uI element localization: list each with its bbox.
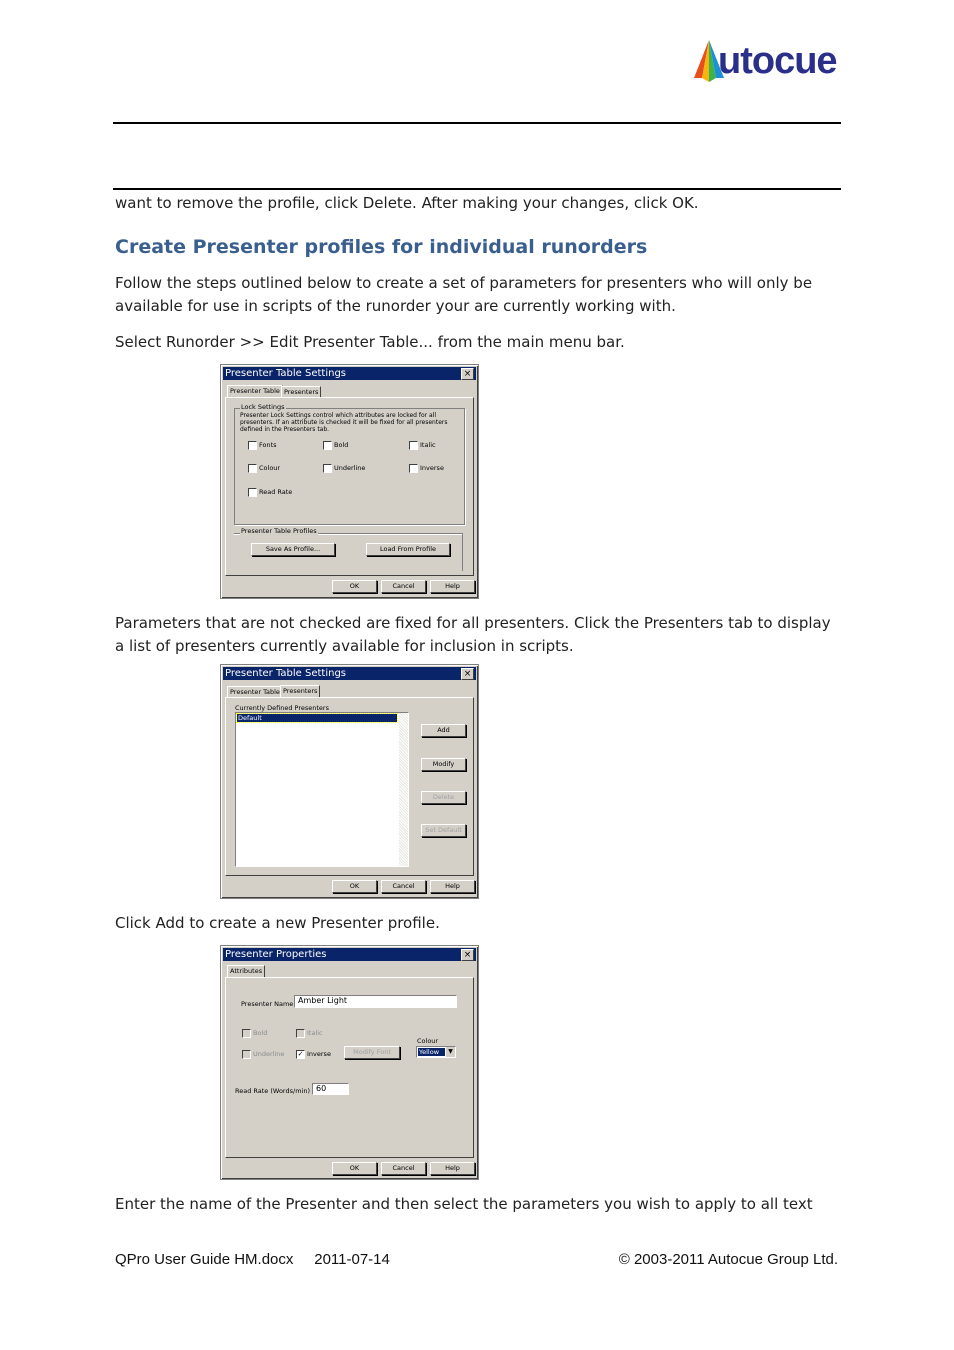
checkbox-label: Bold bbox=[253, 1029, 268, 1037]
scrollbar[interactable] bbox=[399, 713, 408, 866]
close-icon[interactable]: × bbox=[461, 668, 474, 680]
dialog-title: Presenter Table Settings bbox=[225, 368, 347, 379]
autocue-logo bbox=[694, 38, 874, 84]
group-label: Lock Settings bbox=[241, 403, 285, 411]
ok-button[interactable]: OK bbox=[332, 880, 377, 893]
tab-panel bbox=[225, 397, 474, 576]
presenters-list[interactable] bbox=[235, 712, 409, 867]
dialog-titlebar bbox=[223, 667, 476, 680]
checkbox-label: Underline bbox=[334, 464, 366, 472]
italic-checkbox[interactable] bbox=[296, 1029, 305, 1038]
help-button[interactable]: Help bbox=[430, 880, 475, 893]
presenter-table-settings-dialog bbox=[220, 664, 479, 899]
paragraph: Parameters that are not checked are fixed for all presenters. Click the Presenters tab to display a list of presenters currently available for inclusion in scripts. bbox=[115, 614, 831, 655]
set-default-button[interactable]: Set Default bbox=[421, 824, 466, 837]
chevron-down-icon[interactable]: ▼ bbox=[446, 1047, 455, 1057]
paragraph: Select Runorder >> Edit Presenter Table... from the main menu bar. bbox=[115, 333, 625, 351]
read-rate-checkbox[interactable] bbox=[248, 488, 257, 497]
tab-presenters[interactable]: Presenters bbox=[280, 685, 320, 698]
presenter-properties-dialog bbox=[220, 945, 479, 1180]
inverse-checkbox[interactable] bbox=[409, 464, 418, 473]
ok-button[interactable]: OK bbox=[332, 580, 377, 593]
tab-panel bbox=[225, 977, 474, 1158]
cancel-button[interactable]: Cancel bbox=[381, 580, 426, 593]
cancel-button[interactable]: Cancel bbox=[381, 1162, 426, 1175]
dialog-title: Presenter Table Settings bbox=[225, 668, 347, 679]
bold-checkbox[interactable] bbox=[323, 441, 332, 450]
divider bbox=[462, 533, 463, 571]
paragraph: want to remove the profile, click Delete. After making your changes, click OK. bbox=[115, 194, 699, 212]
tab-panel bbox=[225, 697, 474, 876]
colour-label: Colour bbox=[417, 1037, 439, 1045]
header-rule-2 bbox=[113, 188, 841, 190]
footer-right: © 2003-2011 Autocue Group Ltd. bbox=[618, 1251, 838, 1268]
paragraph: Click Add to create a new Presenter profile. bbox=[115, 914, 440, 932]
list-label: Currently Defined Presenters bbox=[235, 704, 329, 712]
dialog-titlebar bbox=[223, 367, 476, 380]
colour-value: Yellow bbox=[418, 1048, 445, 1056]
cancel-button[interactable]: Cancel bbox=[381, 880, 426, 893]
colour-checkbox[interactable] bbox=[248, 464, 257, 473]
checkbox-label: Italic bbox=[420, 441, 436, 449]
close-icon[interactable]: × bbox=[461, 949, 474, 961]
tab-attributes[interactable]: Attributes bbox=[227, 965, 265, 978]
underline-checkbox[interactable] bbox=[323, 464, 332, 473]
paragraph: Follow the steps outlined below to create a set of parameters for presenters who will only be available for use in scripts of the runorder your are currently working with. bbox=[115, 274, 813, 315]
dialog-titlebar bbox=[223, 948, 476, 961]
underline-checkbox[interactable] bbox=[242, 1050, 251, 1059]
header-rule bbox=[113, 122, 841, 124]
modify-button[interactable]: Modify bbox=[421, 758, 466, 771]
profiles-label: Presenter Table Profiles bbox=[241, 527, 317, 535]
checkbox-label: Read Rate bbox=[259, 488, 293, 496]
ok-button[interactable]: OK bbox=[332, 1162, 377, 1175]
tab-presenter-table[interactable]: Presenter Table bbox=[227, 686, 283, 698]
italic-checkbox[interactable] bbox=[409, 441, 418, 450]
inverse-checkbox[interactable]: ✓ bbox=[297, 1050, 304, 1058]
close-icon[interactable]: × bbox=[461, 368, 474, 380]
section-heading: Create Presenter profiles for individual runorders bbox=[115, 236, 648, 258]
logo-text: utocue bbox=[718, 40, 837, 82]
lock-description: Presenter Lock Settings control which attributes are locked for all presenters. If an attribute is checked it will be fixed for all presenters defined in the Presenters tab. bbox=[240, 412, 448, 433]
dialog-title: Presenter Properties bbox=[225, 949, 327, 960]
presenter-table-settings-dialog bbox=[220, 364, 479, 599]
presenter-name-input[interactable]: Amber Light bbox=[294, 995, 457, 1008]
load-from-profile-button[interactable]: Load From Profile bbox=[366, 543, 450, 556]
checkbox-label: Italic bbox=[307, 1029, 323, 1037]
presenter-name-label: Presenter Name bbox=[241, 1000, 294, 1008]
checkbox-label: Inverse bbox=[307, 1050, 331, 1058]
paragraph: Enter the name of the Presenter and then select the parameters you wish to apply to all text bbox=[115, 1195, 813, 1213]
checkbox-label: Colour bbox=[259, 464, 281, 472]
colour-select[interactable] bbox=[416, 1046, 456, 1058]
tab-presenters[interactable]: Presenters bbox=[281, 386, 321, 398]
checkbox-label: Bold bbox=[334, 441, 349, 449]
modify-font-button[interactable]: Modify Font bbox=[344, 1046, 400, 1059]
read-rate-label: Read Rate (Words/min) bbox=[235, 1087, 310, 1095]
checkbox-label: Fonts bbox=[259, 441, 277, 449]
help-button[interactable]: Help bbox=[430, 1162, 475, 1175]
bold-checkbox[interactable] bbox=[242, 1029, 251, 1038]
read-rate-input[interactable]: 60 bbox=[312, 1083, 349, 1095]
help-button[interactable]: Help bbox=[430, 580, 475, 593]
checkbox-label: Underline bbox=[253, 1050, 285, 1058]
add-button[interactable]: Add bbox=[421, 724, 466, 737]
delete-button[interactable]: Delete bbox=[421, 791, 466, 804]
checkbox-label: Inverse bbox=[420, 464, 444, 472]
tab-presenter-table[interactable]: Presenter Table bbox=[227, 385, 283, 398]
fonts-checkbox[interactable] bbox=[248, 441, 257, 450]
save-as-profile-button[interactable]: Save As Profile... bbox=[251, 543, 335, 556]
list-item[interactable]: Default bbox=[237, 714, 397, 722]
footer-left: QPro User Guide HM.docx 2011-07-14 bbox=[115, 1251, 390, 1268]
